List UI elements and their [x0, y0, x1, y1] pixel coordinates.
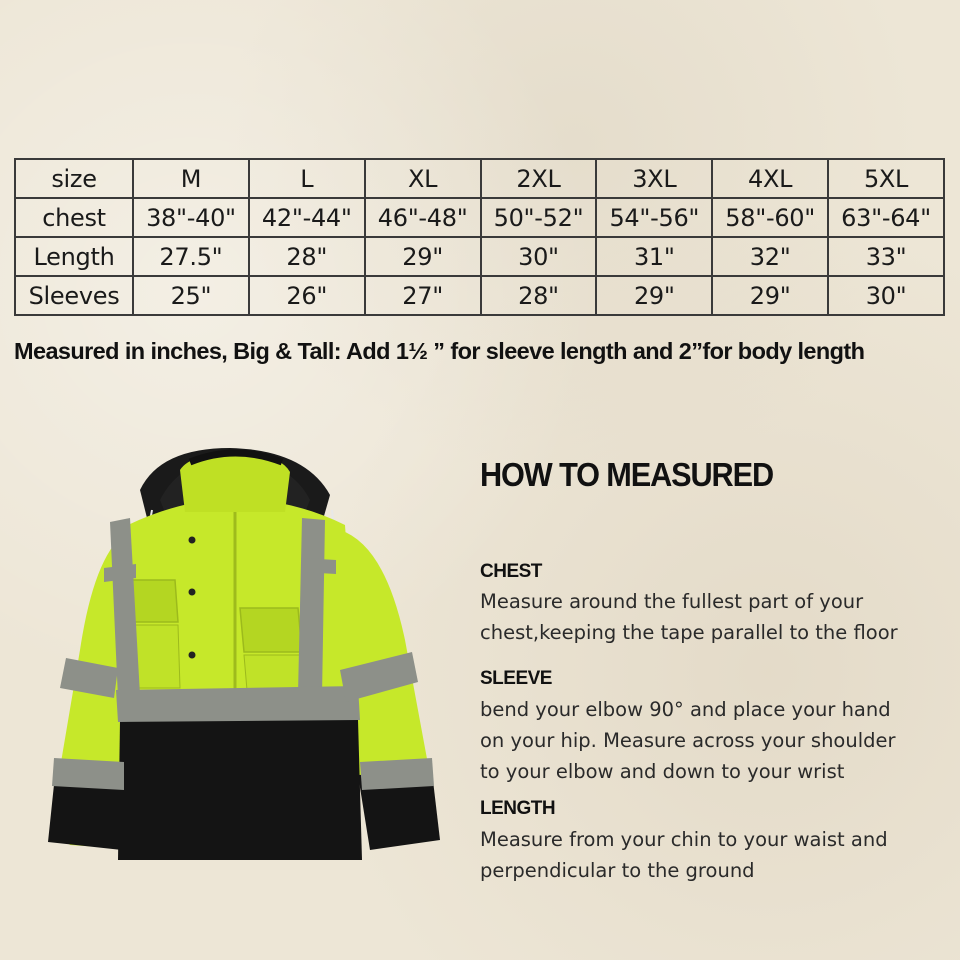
sleeves-cell: 29" [712, 276, 828, 315]
chest-cell: 46"-48" [365, 198, 481, 237]
sleeves-cell: 25" [133, 276, 249, 315]
sleeves-cell: 28" [481, 276, 597, 315]
size-cell: 5XL [828, 159, 944, 198]
sleeves-cell: 29" [596, 276, 712, 315]
size-cell: 2XL [481, 159, 597, 198]
row-label-sleeves: Sleeves [15, 276, 133, 315]
chest-cell: 42"-44" [249, 198, 365, 237]
chest-cell: 63"-64" [828, 198, 944, 237]
chest-row [15, 198, 944, 237]
sleeves-cell: 26" [249, 276, 365, 315]
size-cell: 4XL [712, 159, 828, 198]
chest-text-line: chest,keeping the tape parallel to the floor [480, 621, 898, 644]
sleeve-text-line: on your hip. Measure across your shoulder [480, 729, 896, 752]
chest-cell: 58"-60" [712, 198, 828, 237]
hi-vis-jacket-image [40, 440, 450, 870]
row-label-size: size [15, 159, 133, 198]
how-to-measure-title: HOW TO MEASURED [480, 456, 774, 493]
row-label-length: Length [15, 237, 133, 276]
measurement-note: Measured in inches, Big & Tall: Add 1½ ” for sleeve length and 2”for body length [14, 338, 865, 364]
chest-cell: 38"-40" [133, 198, 249, 237]
sleeve-section-text [480, 694, 950, 787]
size-cell: 3XL [596, 159, 712, 198]
sleeve-section-title: SLEEVE [480, 668, 552, 689]
sleeve-text-line: bend your elbow 90° and place your hand [480, 698, 891, 721]
length-cell: 29" [365, 237, 481, 276]
length-section-title: LENGTH [480, 798, 556, 819]
length-cell: 30" [481, 237, 597, 276]
length-text-line: perpendicular to the ground [480, 859, 755, 882]
chest-section-text [480, 586, 950, 648]
length-cell: 33" [828, 237, 944, 276]
sleeves-row [15, 276, 944, 315]
chest-text-line: Measure around the fullest part of your [480, 590, 864, 613]
chest-section-title: CHEST [480, 561, 542, 582]
length-text-line: Measure from your chin to your waist and [480, 828, 888, 851]
sleeves-cell: 27" [365, 276, 481, 315]
size-row [15, 159, 944, 198]
length-cell: 31" [596, 237, 712, 276]
size-cell: XL [365, 159, 481, 198]
length-row [15, 237, 944, 276]
size-chart-table [14, 158, 945, 316]
row-label-chest: chest [15, 198, 133, 237]
length-cell: 32" [712, 237, 828, 276]
chest-cell: 54"-56" [596, 198, 712, 237]
size-cell: L [249, 159, 365, 198]
size-cell: M [133, 159, 249, 198]
sleeves-cell: 30" [828, 276, 944, 315]
length-section-text [480, 824, 950, 886]
chest-cell: 50"-52" [481, 198, 597, 237]
length-cell: 28" [249, 237, 365, 276]
length-cell: 27.5" [133, 237, 249, 276]
sleeve-text-line: to your elbow and down to your wrist [480, 760, 845, 783]
